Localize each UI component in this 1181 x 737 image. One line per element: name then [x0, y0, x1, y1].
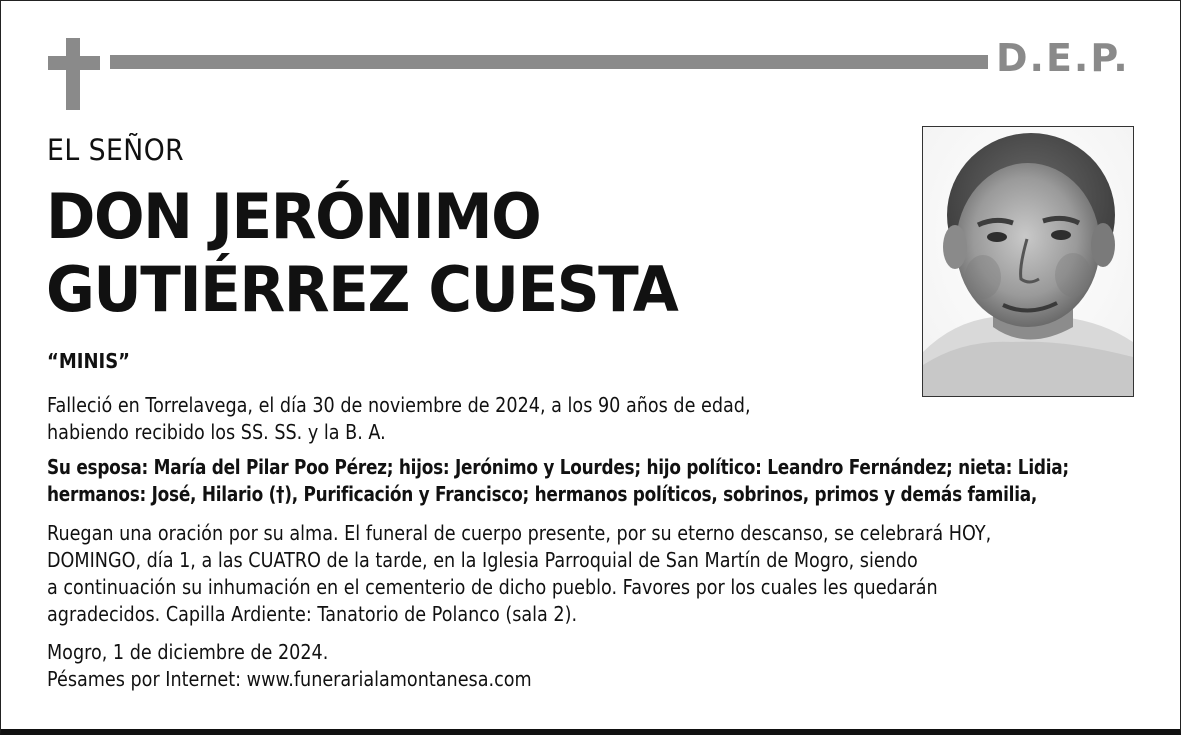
- place-date: Mogro, 1 de diciembre de 2024.: [47, 640, 329, 664]
- service-line: DOMINGO, día 1, a las CUATRO de la tarde, en la Iglesia Parroquial de San Martín de Mogro, siendo: [47, 548, 918, 572]
- deceased-name: [46, 180, 677, 326]
- dep-label: D.E.P.: [996, 36, 1130, 80]
- death-notice-line: habiendo recibido los SS. SS. y la B. A.: [47, 420, 386, 444]
- family-line: Su esposa: María del Pilar Poo Pérez; hijos: Jerónimo y Lourdes; hijo político: Leandro Fernández; nieta: Lidia;: [47, 455, 1069, 479]
- closing-block: [47, 639, 532, 693]
- name-line-2: GUTIÉRREZ CUESTA: [46, 253, 678, 326]
- death-notice: [47, 392, 751, 446]
- condolences-link: Pésames por Internet: www.funerarialamontanesa.com: [47, 667, 532, 691]
- service-line: agradecidos. Capilla Ardiente: Tanatorio de Polanco (sala 2).: [47, 602, 578, 626]
- honorific: EL SEÑOR: [47, 133, 185, 167]
- death-notice-line: Falleció en Torrelavega, el día 30 de noviembre de 2024, a los 90 años de edad,: [47, 393, 751, 417]
- name-line-1: DON JERÓNIMO: [46, 180, 541, 253]
- service-line: a continuación su inhumación en el cementerio de dicho pueblo. Favores por los cuales les quedarán: [47, 575, 938, 599]
- portrait-photo: [922, 126, 1134, 397]
- header-rule: [110, 55, 988, 69]
- nickname: “MINIS”: [47, 349, 130, 373]
- service-line: Ruegan una oración por su alma. El funeral de cuerpo presente, por su eterno descanso, se celebrará HOY,: [47, 521, 992, 545]
- cross-icon: [48, 38, 100, 110]
- service-details: [47, 520, 991, 628]
- family-list: [47, 454, 1069, 508]
- family-line: hermanos: José, Hilario (†), Purificación y Francisco; hermanos políticos, sobrinos, primos y demás familia,: [47, 482, 1038, 506]
